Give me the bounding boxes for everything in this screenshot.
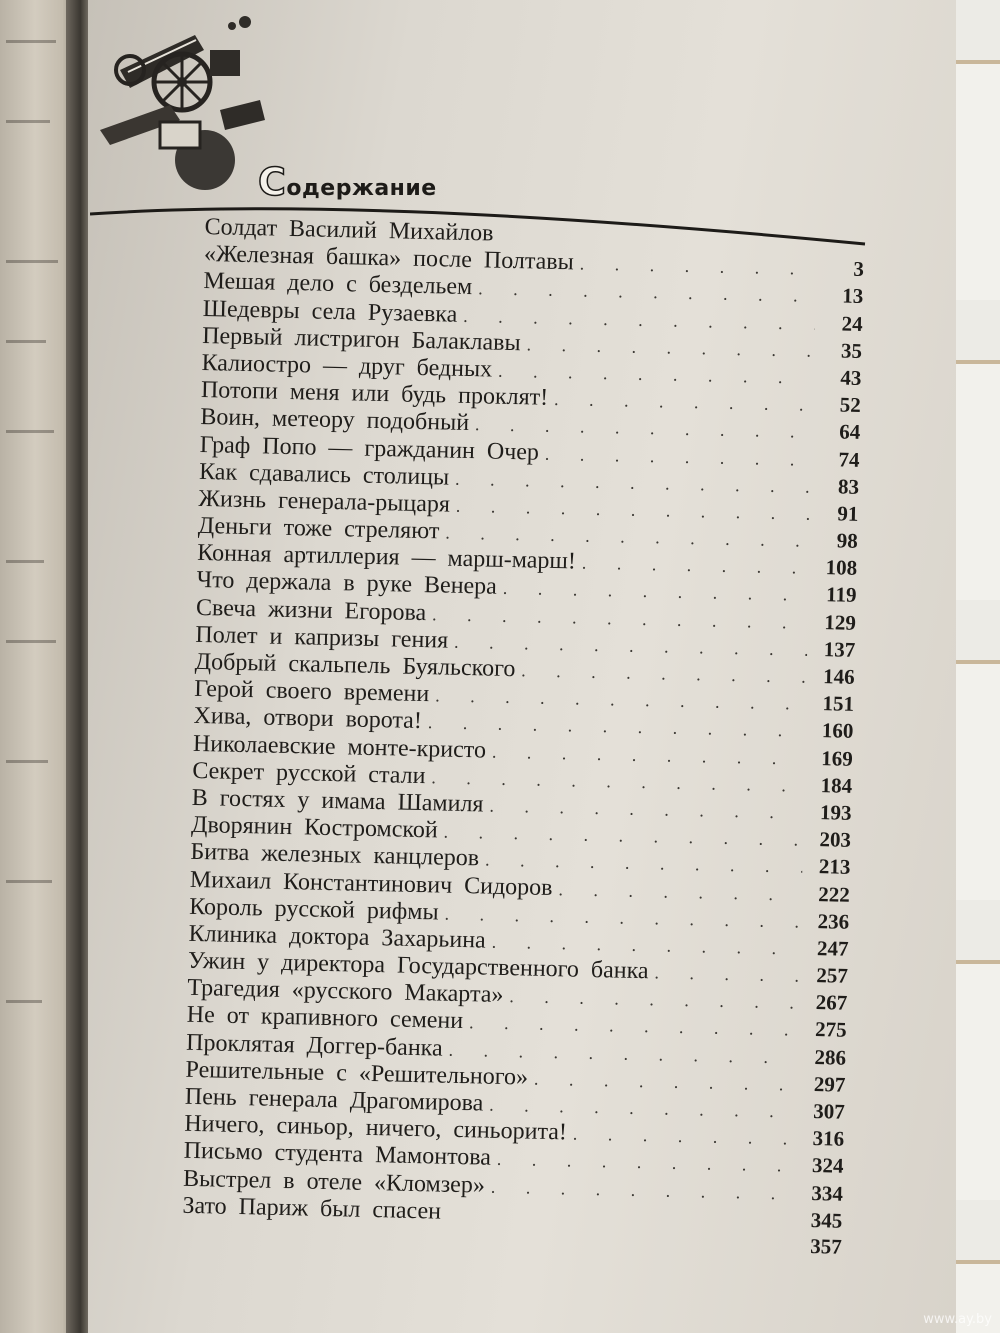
toc-entry: Свеча жизни Егорова . . . 129: [196, 595, 856, 637]
toc-entry: Что держала в руке Венера . . . 119: [196, 567, 856, 609]
cannon-vignette-illustration: [100, 10, 270, 190]
toc-entry: Ничего, синьор, ничего, синьорита! . . . 316: [184, 1111, 844, 1153]
toc-entry: Зато Париж был спасен 345: [182, 1192, 843, 1233]
toc-entry: Калиостро — друг бедных . . . 43: [201, 350, 861, 392]
toc-entry: Жизнь генерала-рыцаря . . . 91: [198, 486, 858, 528]
toc-entry: Король русской рифмы . . . 236: [189, 894, 849, 936]
title-initial: С: [258, 160, 287, 204]
toc-entry: Не от крапивного семени . . . 275: [186, 1002, 846, 1044]
toc-entry: Граф Попо — гражданин Очер . . . 74: [199, 431, 859, 473]
title-rest: одержание: [286, 176, 437, 201]
toc-entry: Полет и капризы гения . . . 137: [195, 622, 855, 664]
toc-entry: Николаевские монте-кристо . . . 169: [193, 730, 853, 772]
toc-entry: Проклятая Доггер-банка . . . 286: [186, 1029, 846, 1071]
toc-entry: Деньги тоже стреляют . . . 98: [198, 513, 858, 555]
toc-entry: Герой своего времени . . . 151: [194, 676, 854, 718]
toc-entry: Добрый скальпель Буяльского . . . 146: [195, 649, 855, 691]
toc-entry: Солдат Василий Михайлов: [204, 214, 494, 247]
toc-entry: Михаил Константинович Сидоров . . . 222: [190, 866, 850, 908]
toc-entry: Решительные с «Решительного» . . . 297: [185, 1057, 845, 1099]
toc-entry: Битва железных канцлеров . . . 213: [190, 839, 850, 881]
toc-entry: Трагедия «русского Макарта» . . . 267: [187, 975, 847, 1017]
watermark: www.ay.by: [923, 1312, 992, 1327]
toc-entry: Как сдавались столицы . . . 83: [199, 459, 859, 501]
toc-entry: Шедевры села Рузаевка . . . 24: [203, 296, 863, 338]
toc-entry: Ужин у директора Государственного банка . . . 257: [188, 948, 848, 990]
toc-entry: Мешая дело с бездельем . . . 13: [203, 268, 863, 310]
toc-entry: Воин, метеору подобный . . . 64: [200, 404, 860, 446]
table-of-contents: [182, 214, 865, 1262]
toc-entry: Клиника доктора Захарьина . . . 247: [188, 921, 848, 963]
toc-entry: Хива, отвори ворота! . . . 160: [193, 703, 853, 745]
toc-entry: Первый листригон Балаклавы . . . 35: [202, 323, 862, 365]
toc-entry: В гостях у имама Шамиля . . . 193: [191, 785, 851, 827]
toc-entry: «Железная башка» после Полтавы . . . 3: [204, 241, 864, 283]
background-surface: [956, 0, 1000, 1333]
toc-entry: Потопи меня или будь проклят! . . . 52: [201, 377, 861, 419]
toc-entry: Выстрел в отеле «Кломзер» . . . 334: [183, 1165, 843, 1207]
toc-entry: Письмо студента Мамонтова . . . 324: [183, 1138, 843, 1180]
toc-entry: Конная артиллерия — марш-марш! . . . 108: [197, 540, 857, 582]
toc-entry: Пень генерала Драгомирова . . . 307: [185, 1084, 845, 1126]
toc-entry: 357: [809, 1233, 843, 1259]
toc-entry: Секрет русской стали . . . 184: [192, 758, 852, 800]
toc-entry: Дворянин Костромской . . . 203: [191, 812, 851, 854]
